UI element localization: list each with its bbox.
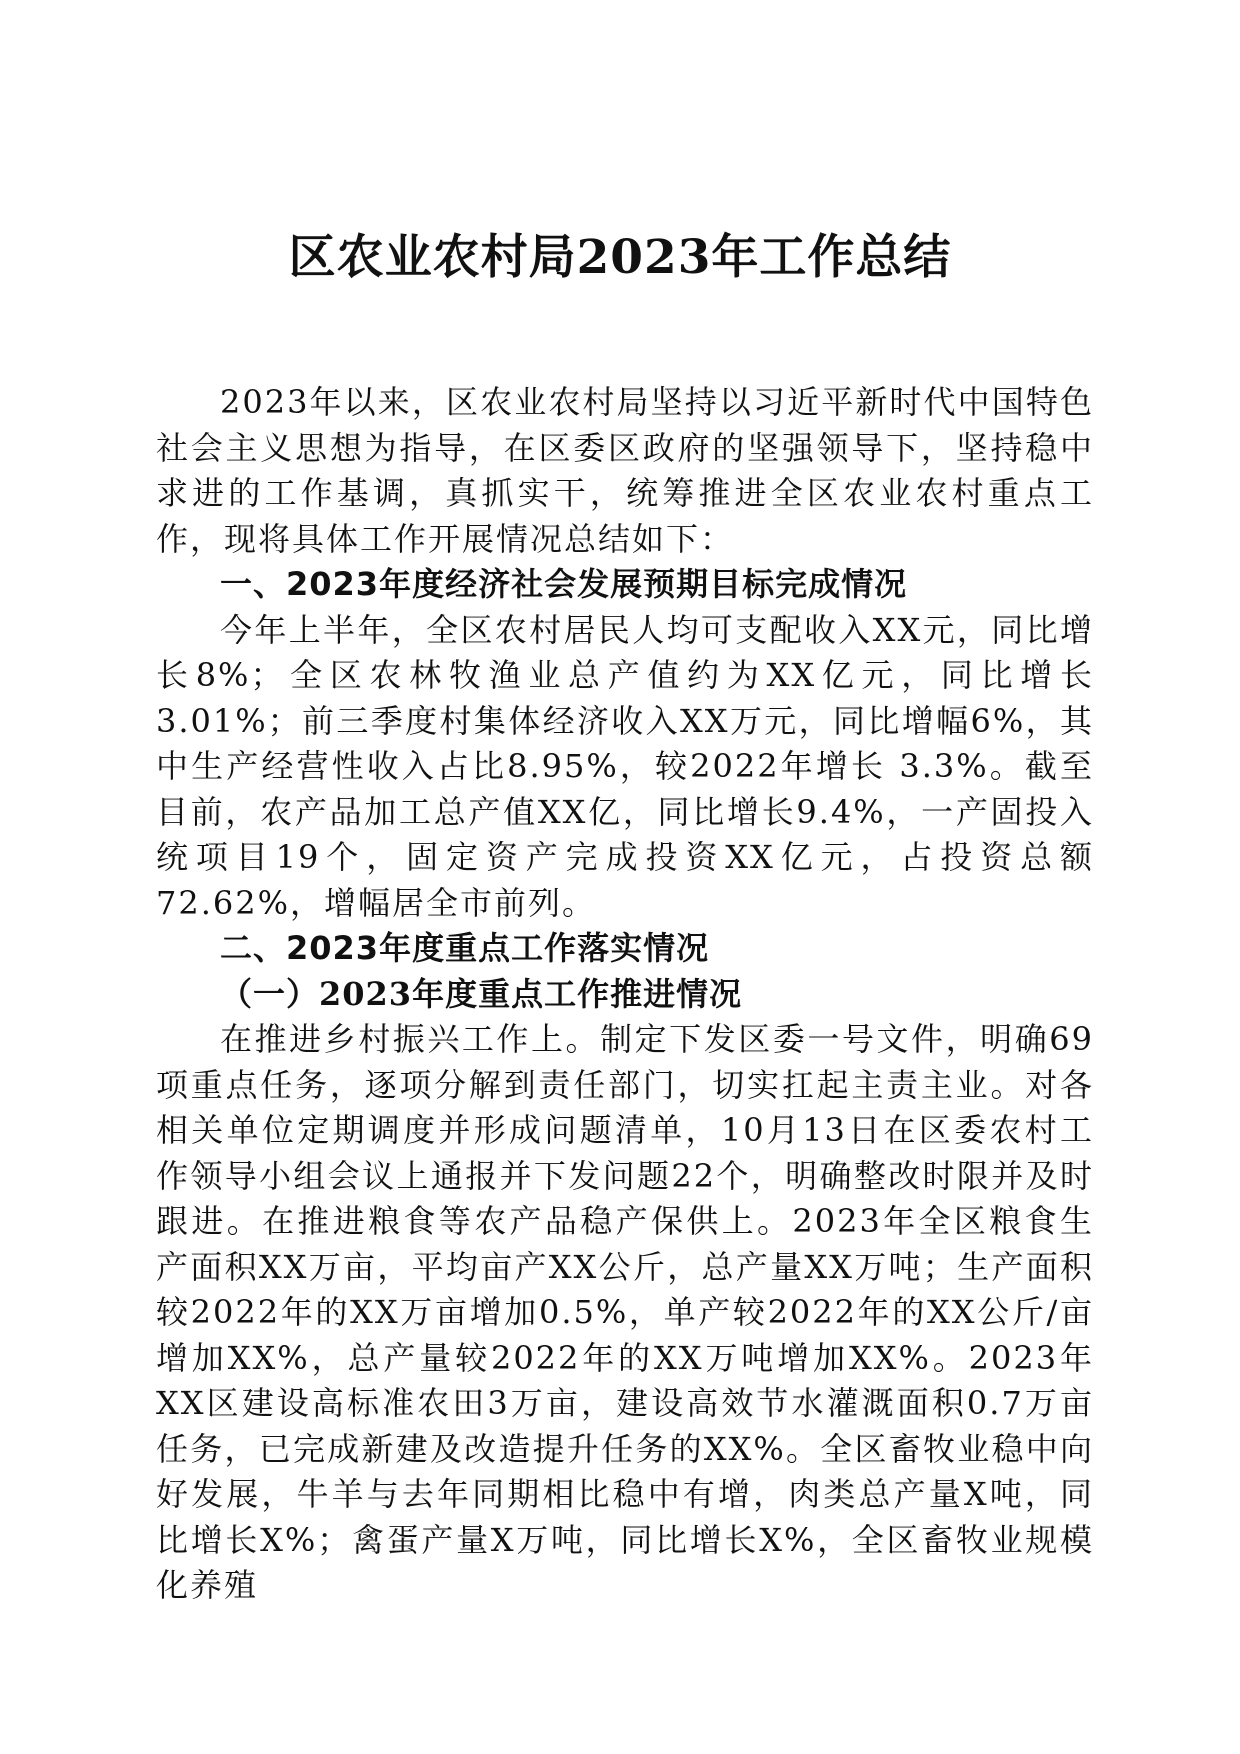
section-2-heading: 二、2023年度重点工作落实情况 — [220, 929, 710, 967]
section-1-heading: 一、2023年度经济社会发展预期目标完成情况 — [220, 565, 908, 603]
document-body — [156, 380, 1094, 1609]
section-1-paragraph: 今年上半年，全区农村居民人均可支配收入XX元，同比增长8%；全区农林牧渔业总产值约为XX亿元，同比增长3.01%；前三季度村集体经济收入XX万元，同比增幅6%，其中生产经营性收入占比8.95%，较2022年增长 3.3%。截至目前，农产品加工总产值XX亿，同比增长9.4%，一产固投入统项目19个，固定资产完成投资XX亿元，占投资总额72.62%，增幅居全市前列。 — [156, 610, 1094, 922]
section-2-subheading: （一）2023年度重点工作推进情况 — [220, 974, 743, 1013]
document-title: 区农业农村局2023年工作总结 — [288, 230, 952, 285]
section-2-paragraph: 在推进乡村振兴工作上。制定下发区委一号文件，明确69项重点任务，逐项分解到责任部门，切实扛起主责主业。对各相关单位定期调度并形成问题清单，10月13日在区委农村工作领导小组会议上通报并下发问题22个，明确整改时限并及时跟进。在推进粮食等农产品稳产保供上。2023年全区粮食生产面积XX万亩，平均亩产XX公斤，总产量XX万吨；生产面积较2022年的XX万亩增加0.5%，单产较2022年的XX公斤/亩增加XX%，总产量较2022年的XX万吨增加XX%。2023年XX区建设高标准农田3万亩，建设高效节水灌溉面积0.7万亩任务，已完成新建及改造提升任务的XX%。全区畜牧业稳中向好发展，牛羊与去年同期相比稳中有增，肉类总产量X吨，同比增长X%；禽蛋产量X万吨，同比增长X%，全区畜牧业规模化养殖 — [156, 1020, 1094, 1604]
intro-paragraph: 2023年以来，区农业农村局坚持以习近平新时代中国特色社会主义思想为指导，在区委区政府的坚强领导下，坚持稳中求进的工作基调，真抓实干，统筹推进全区农业农村重点工作，现将具体工作开展情况总结如下： — [156, 383, 1094, 558]
